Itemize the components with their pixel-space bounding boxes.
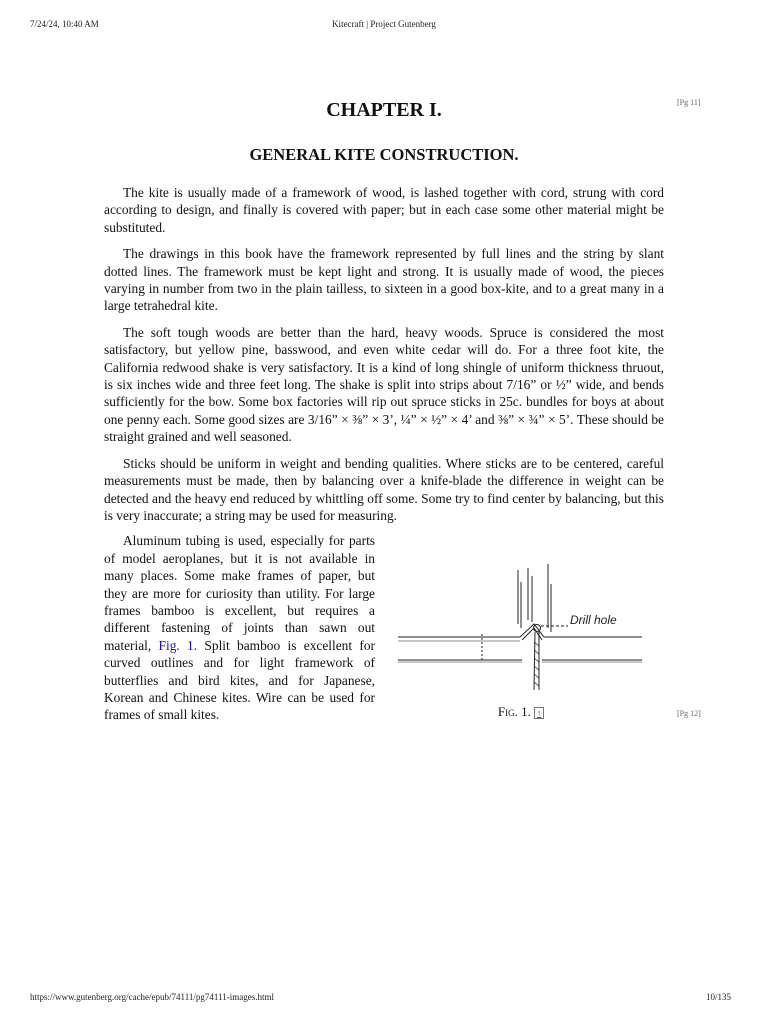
- print-page-title: Kitecraft | Project Gutenberg: [332, 19, 436, 29]
- drill-hole-label: Drill hole: [570, 613, 617, 628]
- fig-1-link[interactable]: Fig. 1: [158, 637, 194, 653]
- print-page-count: 10/135: [705, 992, 731, 1002]
- paragraph-2: The drawings in this book have the framework represented by full lines and the string by slant dotted lines. The framework must be kept light and strong. It is usually made of wood, the pieces varying in number from two in the plain tailless, to sixteen in a good box-kite, and to a great many in a large tetrahedral kite.: [104, 246, 664, 314]
- page-marker-12: [Pg 12]: [677, 709, 701, 718]
- back-to-text-arrow-icon[interactable]: ↑: [534, 707, 544, 719]
- paragraph-5-start: Aluminum tubing is used, especially for parts of model aeroplanes, but it is not available in many places. Some make frames of paper, but they are more for curiosity than utility. For large frames bamboo is excellent, but requires a different fastening of joints than sawn out material,: [104, 533, 375, 653]
- chapter-content: [104, 96, 664, 752]
- text-with-figure: [104, 532, 664, 752]
- print-url: https://www.gutenberg.org/cache/epub/74111/pg74111-images.html: [30, 992, 274, 1002]
- paragraph-5-end: . Split bamboo is excellent for curved outlines and for light framework of butterflies and bird kites, and for Japanese, Korean and Chinese kites. Wire can be used for frames of small kites.: [104, 637, 375, 723]
- chapter-title: CHAPTER I.: [326, 99, 442, 121]
- figure-caption: [398, 704, 644, 720]
- figure-1: [398, 562, 644, 732]
- paragraph-4: Sticks should be uniform in weight and bending qualities. Where sticks are to be centered, careful measurements must be made, then by balancing over a knife-blade the difference in weight can be detected and the heavy end reduced by whittling off some. Some try to find center by balancing, but this is very inaccurate; a string may be used for measuring.: [104, 455, 664, 523]
- drill-hole-illustration: [398, 562, 644, 702]
- paragraph-5: [104, 532, 375, 723]
- paragraph-3: The soft tough woods are better than the hard, heavy woods. Spruce is considered the most satisfactory, but yellow pine, basswood, and even white cedar will do. For a three foot kite, the California redwood shake is very satisfactory. It is a kind of long shingle of uniform thickness thruout, is six inches wide and three feet long. The shake is split into strips about 7/16” or ½” wide, and bends sufficiently for the bow. Some box factories will rip out spruce sticks in 25c. bundles for boys at about one penny each. Some good sizes are 3/16” × ⅜” × 3’, ¼” × ½” × 4’ and ⅜” × ¾” × 5’. These should be straight grained and well seasoned.: [104, 324, 664, 445]
- paragraph-1: The kite is usually made of a framework of wood, is lashed together with cord, strung with cord according to design, and finally is covered with paper; but in each case some other material might be substituted.: [104, 185, 664, 235]
- chapter-subtitle: GENERAL KITE CONSTRUCTION.: [249, 145, 519, 164]
- page-marker-11: [Pg 11]: [677, 98, 701, 107]
- print-datetime: 7/24/24, 10:40 AM: [30, 19, 99, 29]
- figure-caption-text: Fig. 1.: [497, 704, 531, 720]
